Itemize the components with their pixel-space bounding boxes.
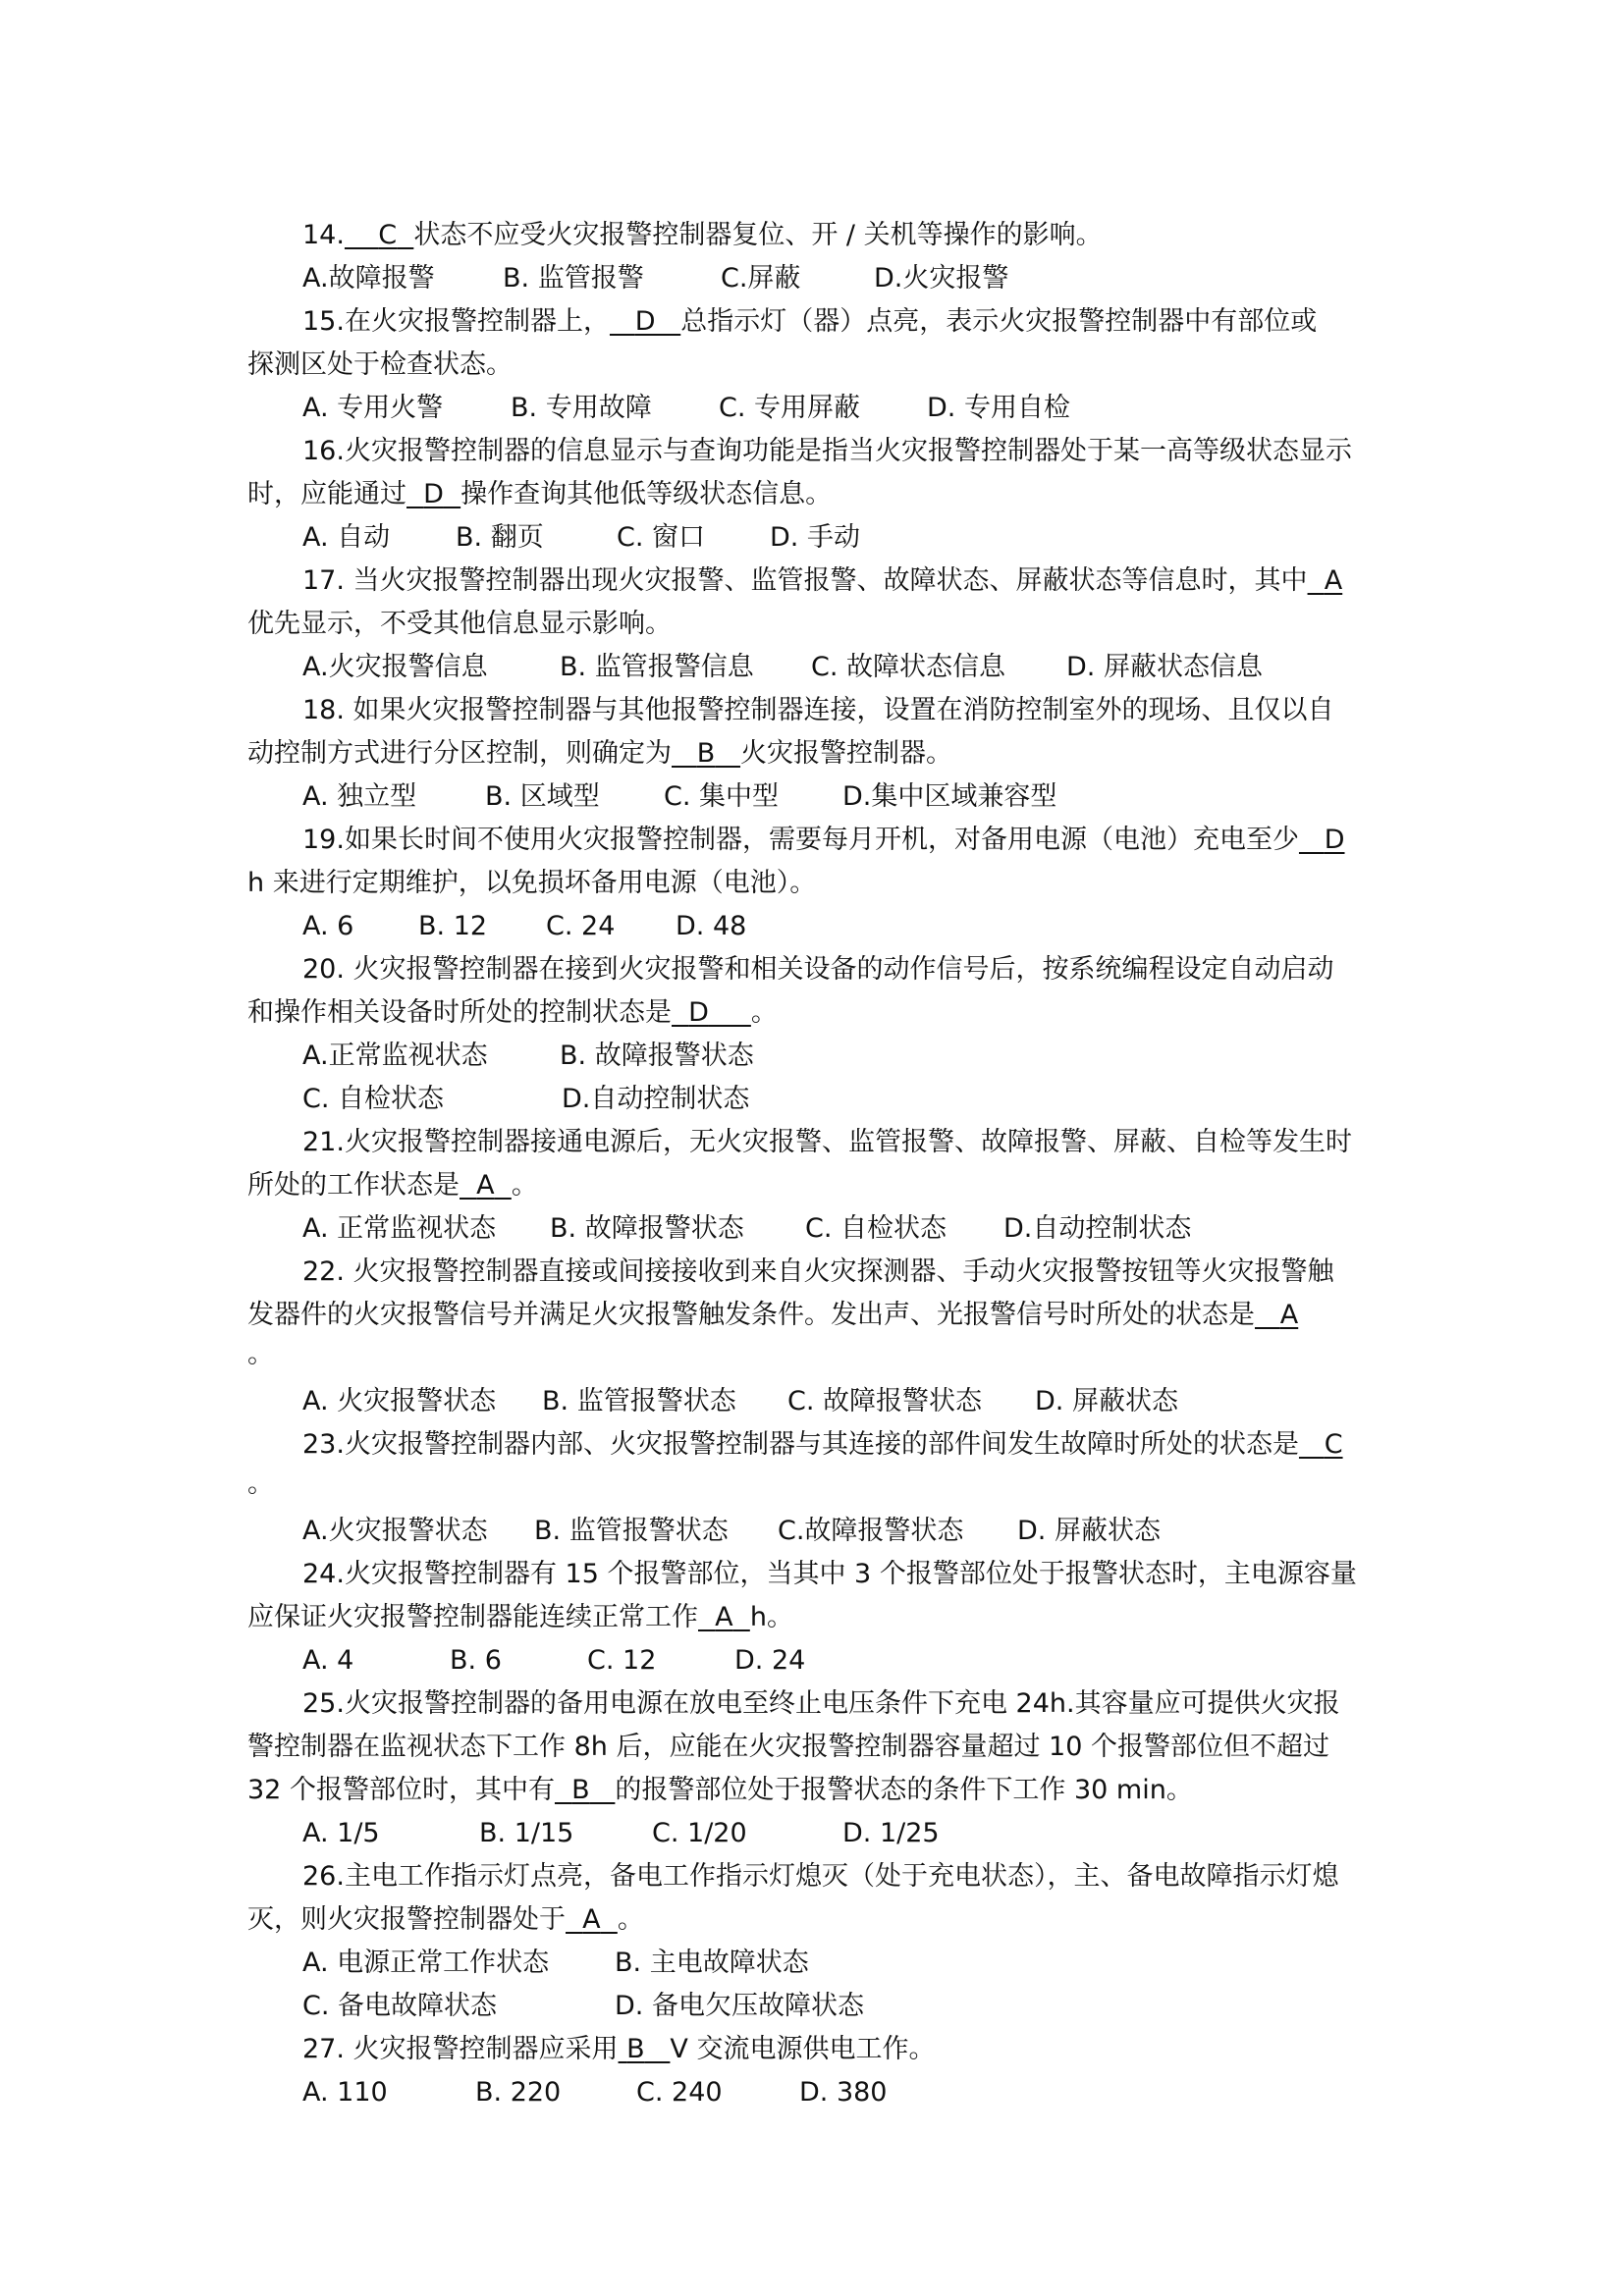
option-d: D. 380 <box>799 2077 888 2108</box>
option-a: A.故障报警 <box>302 263 435 294</box>
option-b: B. 监管报警状态 <box>534 1516 729 1546</box>
question-21-line-2: 所处的工作状态是 A 。 <box>247 1170 538 1201</box>
question-24-line-2: 应保证火灾报警控制器能连续正常工作 A h。 <box>247 1602 793 1632</box>
answer-blank: A <box>1279 1300 1299 1330</box>
answer-blank: B <box>626 2034 645 2064</box>
option-c: C. 自检状态 <box>805 1213 947 1244</box>
question-17-line-1: 17. 当火灾报警控制器出现火灾报警、监管报警、故障状态、屏蔽状态等信息时，其中 A <box>302 565 1343 596</box>
option-d: D. 24 <box>734 1645 806 1676</box>
option-a: A. 电源正常工作状态 <box>302 1948 550 1978</box>
option-c: C. 240 <box>636 2077 723 2108</box>
option-d: D. 备电欠压故障状态 <box>615 1991 864 2021</box>
question-17-line-2: 优先显示，不受其他信息显示影响。 <box>247 609 672 639</box>
option-c: C. 24 <box>546 911 616 941</box>
question-22-line-3: 。 <box>247 1339 274 1369</box>
question-number: 26. <box>302 1861 345 1892</box>
question-26-line-2: 灭，则火灾报警控制器处于 A 。 <box>247 1904 644 1935</box>
question-number: 16. <box>302 436 345 466</box>
option-c: C. 1/20 <box>652 1818 747 1848</box>
option-d: D. 手动 <box>770 522 860 553</box>
question-number: 23. <box>302 1429 345 1460</box>
option-a: A. 自动 <box>302 522 391 553</box>
question-number: 25. <box>302 1688 345 1719</box>
option-c: C. 备电故障状态 <box>302 1991 498 2021</box>
option-d: D. 1/25 <box>842 1818 940 1848</box>
question-19-line-1: 19.如果长时间不使用火灾报警控制器，需要每月开机，对备用电源（电池）充电至少 D <box>302 825 1345 855</box>
question-25-line-1: 25.火灾报警控制器的备用电源在放电至终止电压条件下充电 24h.其容量应可提供火灾报 <box>302 1688 1340 1719</box>
option-b: B. 12 <box>418 911 488 941</box>
question-number: 24. <box>302 1559 345 1589</box>
option-b: B. 故障报警状态 <box>550 1213 744 1244</box>
question-21-line-1: 21.火灾报警控制器接通电源后，无火灾报警、监管报警、故障报警、屏蔽、自检等发生时 <box>302 1127 1352 1157</box>
question-18-line-2: 动控制方式进行分区控制，则确定为 B 火灾报警控制器。 <box>247 738 953 769</box>
answer-blank: A <box>582 1904 601 1935</box>
answer-blank: B <box>571 1775 590 1805</box>
option-c: C.故障报警状态 <box>778 1516 964 1546</box>
option-c: C. 自检状态 <box>302 1084 445 1114</box>
option-c: C. 12 <box>587 1645 657 1676</box>
question-16-line-2: 时，应能通过 D 操作查询其他低等级状态信息。 <box>247 479 833 509</box>
answer-blank: B <box>696 738 716 769</box>
question-23-line-2: 。 <box>247 1468 274 1499</box>
answer-blank: D <box>423 479 444 509</box>
option-d: D. 屏蔽状态 <box>1017 1516 1161 1546</box>
question-number: 27. <box>302 2034 345 2064</box>
question-18-line-1: 18. 如果火灾报警控制器与其他报警控制器连接，设置在消防控制室外的现场、且仅以自 <box>302 695 1334 725</box>
question-24-line-1: 24.火灾报警控制器有 15 个报警部位，当其中 3 个报警部位处于报警状态时，主电源容量 <box>302 1559 1357 1589</box>
question-20-line-2: 和操作相关设备时所处的控制状态是 D 。 <box>247 997 778 1028</box>
question-15-line-1: 15.在火灾报警控制器上， D 总指示灯（器）点亮，表示火灾报警控制器中有部位或 <box>302 306 1318 337</box>
question-number: 18. <box>302 695 345 725</box>
question-number: 20. <box>302 954 345 985</box>
option-a: A. 专用火警 <box>302 393 444 423</box>
option-c: C. 专用屏蔽 <box>719 393 861 423</box>
question-number: 21. <box>302 1127 345 1157</box>
question-number: 22. <box>302 1256 345 1287</box>
question-14-line-1 <box>302 218 1451 253</box>
question-25-line-3: 32 个报警部位时，其中有 B 的报警部位处于报警状态的条件下工作 30 min。 <box>247 1775 1193 1805</box>
option-d: D.自动控制状态 <box>1003 1213 1192 1244</box>
question-19-line-2: h 来进行定期维护，以免损坏备用电源（电池）。 <box>247 868 817 898</box>
option-b: B. 监管报警信息 <box>560 652 754 682</box>
option-b: B. 区域型 <box>485 781 600 812</box>
answer-blank: A <box>1324 565 1343 596</box>
option-d: D. 48 <box>676 911 747 941</box>
option-c: C. 窗口 <box>617 522 706 553</box>
option-a: A.火灾报警状态 <box>302 1516 488 1546</box>
option-c: C.屏蔽 <box>721 263 801 294</box>
answer-blank: D <box>1324 825 1345 855</box>
question-27-line-1: 27. 火灾报警控制器应采用 B V 交流电源供电工作。 <box>302 2034 936 2064</box>
question-26-line-1: 26.主电工作指示灯点亮，备电工作指示灯熄灭（处于充电状态），主、备电故障指示灯熄 <box>302 1861 1339 1892</box>
option-b: B. 主电故障状态 <box>615 1948 809 1978</box>
option-c: C. 故障报警状态 <box>787 1386 983 1416</box>
option-a: A. 独立型 <box>302 781 417 812</box>
option-d: D.火灾报警 <box>874 263 1009 294</box>
question-number: 19. <box>302 825 345 855</box>
question-25-line-2: 警控制器在监视状态下工作 8h 后，应能在火灾报警控制器容量超过 10 个报警部位但不超过 <box>247 1732 1329 1762</box>
question-number: 15. <box>302 306 345 337</box>
option-b: B. 监管报警 <box>503 263 644 294</box>
option-b: B. 220 <box>475 2077 562 2108</box>
option-d: D. 屏蔽状态 <box>1035 1386 1178 1416</box>
option-a: A. 110 <box>302 2077 388 2108</box>
answer-blank: C <box>1324 1429 1343 1460</box>
option-a: A. 4 <box>302 1645 354 1676</box>
option-b: B. 故障报警状态 <box>560 1041 754 1071</box>
question-number: 14. <box>302 220 345 250</box>
option-b: B. 翻页 <box>456 522 544 553</box>
question-22-line-1: 22. 火灾报警控制器直接或间接接收到来自火灾探测器、手动火灾报警按钮等火灾报警触 <box>302 1256 1334 1287</box>
option-b: B. 监管报警状态 <box>542 1386 736 1416</box>
option-a: A. 1/5 <box>302 1818 380 1848</box>
option-d: D. 屏蔽状态信息 <box>1066 652 1263 682</box>
question-16-line-1: 16.火灾报警控制器的信息显示与查询功能是指当火灾报警控制器处于某一高等级状态显示 <box>302 436 1352 466</box>
option-a: A. 正常监视状态 <box>302 1213 497 1244</box>
option-d: D.自动控制状态 <box>562 1084 750 1114</box>
option-b: B. 专用故障 <box>511 393 652 423</box>
option-d: D. 专用自检 <box>927 393 1070 423</box>
answer-blank: A <box>476 1170 495 1201</box>
answer-blank: D <box>688 997 709 1028</box>
answer-blank: A <box>715 1602 733 1632</box>
question-22-line-2: 发器件的火灾报警信号并满足火灾报警触发条件。发出声、光报警信号时所处的状态是 A <box>247 1300 1299 1330</box>
option-c: C. 故障状态信息 <box>811 652 1006 682</box>
option-d: D.集中区域兼容型 <box>842 781 1057 812</box>
question-text: 状态不应受火灾报警控制器复位、开 / 关机等操作的影响。 <box>413 220 1103 250</box>
question-15-line-2: 探测区处于检查状态。 <box>247 349 513 380</box>
question-number: 17. <box>302 565 345 596</box>
question-23-line-1: 23.火灾报警控制器内部、火灾报警控制器与其连接的部件间发生故障时所处的状态是 C <box>302 1429 1343 1460</box>
option-b: B. 1/15 <box>479 1818 574 1848</box>
option-c: C. 集中型 <box>664 781 780 812</box>
question-20-line-1: 20. 火灾报警控制器在接到火灾报警和相关设备的动作信号后，按系统编程设定自动启动 <box>302 954 1334 985</box>
answer-blank: D <box>634 306 656 337</box>
answer-blank: C <box>378 220 398 250</box>
option-a: A.正常监视状态 <box>302 1041 488 1071</box>
option-b: B. 6 <box>450 1645 502 1676</box>
option-a: A. 火灾报警状态 <box>302 1386 497 1416</box>
option-a: A. 6 <box>302 911 354 941</box>
option-a: A.火灾报警信息 <box>302 652 488 682</box>
